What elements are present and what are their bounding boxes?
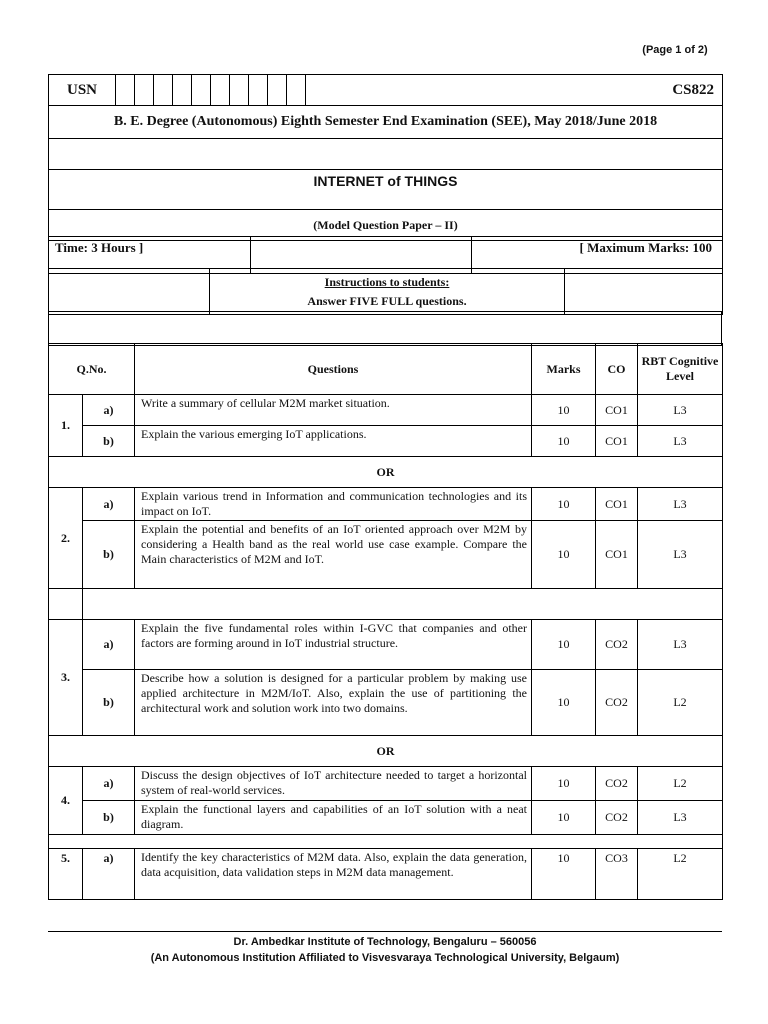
usn-box (287, 75, 306, 106)
questions-table (48, 343, 723, 900)
part-label: a) (83, 849, 135, 900)
or-divider: OR (49, 736, 723, 767)
or-divider: OR (49, 457, 723, 488)
marks-value: 10 (532, 670, 596, 736)
question-text: Explain the potential and benefits of an IoT oriented approach over M2M by considering a Health band as the real world use case example. Compare the Main characteristics of M2M and IoT. (135, 521, 532, 589)
question-number: 3. (49, 620, 83, 736)
level-value: L3 (638, 395, 723, 426)
level-value: L2 (638, 767, 723, 801)
blank-row-table (48, 311, 722, 346)
usn-box (268, 75, 287, 106)
instructions-text: Answer FIVE FULL questions. (307, 293, 467, 308)
usn-label: USN (49, 75, 116, 106)
instructions-title: Instructions to students: (324, 274, 450, 289)
marks-value: 10 (532, 801, 596, 835)
rbt-header: RBT Cognitive Level (638, 344, 723, 395)
usn-box (249, 75, 268, 106)
footer-affiliation: (An Autonomous Institution Affiliated to Visvesvaraya Technological University, Belgaum) (150, 952, 620, 964)
subject-title: INTERNET of THINGS (49, 170, 723, 210)
question-number: 4. (49, 767, 83, 835)
co-value: CO1 (596, 395, 638, 426)
question-text: Discuss the design objectives of IoT architecture needed to target a horizontal system of real-world services. (135, 767, 532, 801)
marks-value: 10 (532, 849, 596, 900)
blank-row (49, 835, 723, 849)
part-label: a) (83, 767, 135, 801)
blank-row (49, 139, 723, 170)
part-label: a) (83, 620, 135, 670)
question-text: Explain the five fundamental roles within I-GVC that companies and other factors are forming around in IoT industrial structure. (135, 620, 532, 670)
question-number: 1. (49, 395, 83, 457)
usn-box (116, 75, 135, 106)
question-number: 2. (49, 488, 83, 589)
co-value: CO3 (596, 849, 638, 900)
degree-line: B. E. Degree (Autonomous) Eighth Semester End Examination (SEE), May 2018/June 2018 (49, 106, 723, 139)
co-value: CO1 (596, 521, 638, 589)
question-text: Explain the various emerging IoT applications. (135, 426, 532, 457)
blank-row (49, 312, 722, 346)
usn-box (211, 75, 230, 106)
blank-cell (49, 589, 83, 620)
usn-box (192, 75, 211, 106)
question-text: Explain the functional layers and capabilities of an IoT solution with a neat diagram. (135, 801, 532, 835)
part-label: a) (83, 488, 135, 521)
part-label: b) (83, 670, 135, 736)
level-value: L3 (638, 620, 723, 670)
exam-header-table (48, 74, 723, 241)
course-code: CS822 (306, 75, 723, 106)
instructions (210, 269, 565, 315)
co-value: CO2 (596, 620, 638, 670)
co-header: CO (596, 344, 638, 395)
part-label: b) (83, 426, 135, 457)
maximum-marks: [ Maximum Marks: 100 (472, 237, 723, 274)
co-value: CO1 (596, 488, 638, 521)
usn-box (173, 75, 192, 106)
footer-divider (48, 931, 722, 932)
level-value: L2 (638, 670, 723, 736)
question-text: Write a summary of cellular M2M market situation. (135, 395, 532, 426)
marks-value: 10 (532, 767, 596, 801)
marks-value: 10 (532, 395, 596, 426)
blank-cell (83, 589, 723, 620)
co-value: CO2 (596, 767, 638, 801)
exam-duration: Time: 3 Hours ] (49, 237, 251, 274)
co-value: CO2 (596, 670, 638, 736)
qno-header: Q.No. (49, 344, 135, 395)
question-text: Explain various trend in Information and communication technologies and its impact on IoT. (135, 488, 532, 521)
level-value: L3 (638, 521, 723, 589)
question-text: Identify the key characteristics of M2M data. Also, explain the data generation, data acquisition, data validation steps in M2M data management. (135, 849, 532, 900)
marks-value: 10 (532, 620, 596, 670)
level-value: L3 (638, 801, 723, 835)
question-text: Describe how a solution is designed for a particular problem by making use applied architecture in M2M/IoT. Also, explain the use of partitioning the architectural work and solution work into two domains. (135, 670, 532, 736)
part-label: b) (83, 801, 135, 835)
usn-box (154, 75, 173, 106)
question-number: 5. (49, 849, 83, 900)
level-value: L3 (638, 488, 723, 521)
level-value: L3 (638, 426, 723, 457)
page-number: (Page 1 of 2) (642, 44, 708, 56)
marks-value: 10 (532, 426, 596, 457)
questions-header: Questions (135, 344, 532, 395)
instructions-table (48, 268, 723, 315)
marks-header: Marks (532, 344, 596, 395)
blank-cell (49, 269, 210, 315)
usn-box (230, 75, 249, 106)
co-value: CO1 (596, 426, 638, 457)
marks-value: 10 (532, 488, 596, 521)
footer-institute: Dr. Ambedkar Institute of Technology, Bengaluru – 560056 (233, 936, 537, 948)
blank-cell (565, 269, 723, 315)
model-paper-label: (Model Question Paper – II) (49, 210, 723, 241)
usn-box (135, 75, 154, 106)
co-value: CO2 (596, 801, 638, 835)
marks-value: 10 (532, 521, 596, 589)
level-value: L2 (638, 849, 723, 900)
part-label: a) (83, 395, 135, 426)
part-label: b) (83, 521, 135, 589)
